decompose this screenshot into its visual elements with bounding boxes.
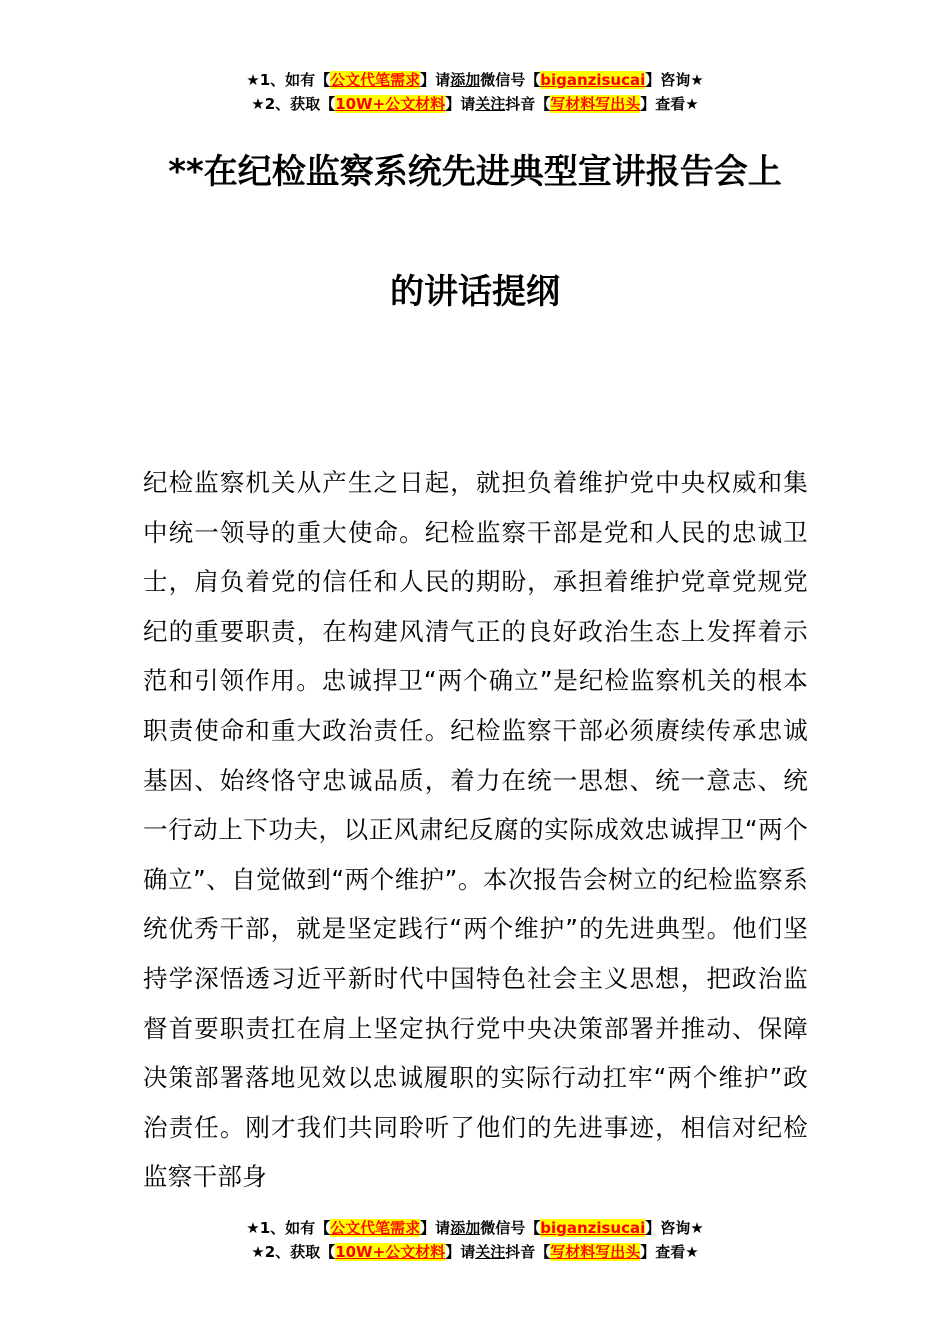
douyin-account-highlight: 写材料写出头 (550, 95, 641, 113)
banner-text: 】咨询★ (645, 1219, 704, 1237)
footer-banner (0, 1216, 950, 1264)
header-banner (0, 68, 950, 116)
ghostwriting-highlight: 公文代笔需求 (330, 71, 421, 89)
wechat-id-highlight: biganzisucai (540, 1219, 646, 1237)
materials-highlight: 10W+公文材料 (335, 95, 446, 113)
banner-text: 】请 (420, 1219, 451, 1237)
body-paragraph: 纪检监察机关从产生之日起，就担负着维护党中央权威和集中统一领导的重大使命。纪检监察干部是党和人民的忠诚卫士，肩负着党的信任和人民的期盼，承担着维护党章党规党纪的重要职责，在构建风清气正的良好政治生态上发挥着示范和引领作用。忠诚捍卫“两个确立”是纪检监察机关的根本职责使命和重大政治责任。纪检监察干部必须赓续传承忠诚基因、始终恪守忠诚品质，着力在统一思想、统一意志、统一行动上下功夫，以正风肃纪反腐的实际成效忠诚捍卫“两个确立”、自觉做到“两个维护”。本次报告会树立的纪检监察系统优秀干部，就是坚定践行“两个维护”的先进典型。他们坚持学深悟透习近平新时代中国特色社会主义思想，把政治监督首要职责扛在肩上坚定执行党中央决策部署并推动、保障决策部署落地见效以忠诚履职的实际行动扛牢“两个维护”政治责任。刚才我们共同聆听了他们的先进事迹，相信对纪检监察干部身 (143, 468, 808, 1192)
banner-text: 】查看★ (640, 95, 699, 113)
page-title-line-1: **在纪检监察系统先进典型宣讲报告会上 (168, 152, 782, 192)
banner-text: 】请 (445, 1243, 476, 1261)
banner-text: ★2、获取【 (251, 1243, 336, 1261)
banner-text: 】查看★ (640, 1243, 699, 1261)
banner-text: 】咨询★ (645, 71, 704, 89)
add-underline: 添加 (450, 1219, 481, 1237)
add-underline: 添加 (450, 71, 481, 89)
banner-line-2 (0, 1240, 950, 1264)
ghostwriting-highlight: 公文代笔需求 (330, 1219, 421, 1237)
banner-text: 微信号【 (480, 71, 541, 89)
banner-text: 】请 (445, 95, 476, 113)
banner-text: 抖音【 (505, 95, 551, 113)
follow-underline: 关注 (475, 95, 506, 113)
follow-underline: 关注 (475, 1243, 506, 1261)
banner-text: ★1、如有【 (246, 71, 331, 89)
douyin-account-highlight: 写材料写出头 (550, 1243, 641, 1261)
page-title-line-2: 的讲话提纲 (390, 272, 560, 312)
banner-line-1 (0, 1216, 950, 1240)
banner-line-2 (0, 92, 950, 116)
banner-text: 微信号【 (480, 1219, 541, 1237)
materials-highlight: 10W+公文材料 (335, 1243, 446, 1261)
banner-text: ★1、如有【 (246, 1219, 331, 1237)
banner-text: 抖音【 (505, 1243, 551, 1261)
banner-text: ★2、获取【 (251, 95, 336, 113)
banner-line-1 (0, 68, 950, 92)
banner-text: 】请 (420, 71, 451, 89)
wechat-id-highlight: biganzisucai (540, 71, 646, 89)
